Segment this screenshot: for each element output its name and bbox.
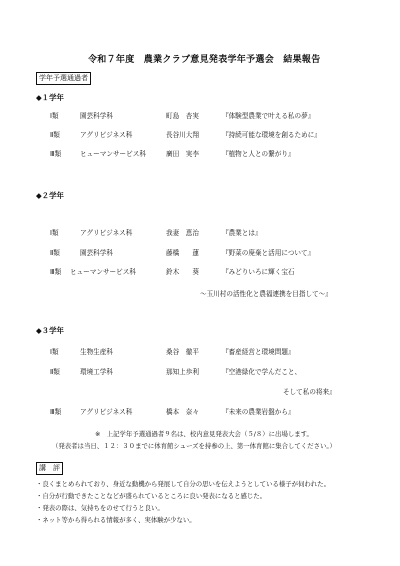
- department: アグリビジネス科: [80, 408, 133, 416]
- department: アグリビジネス科: [80, 131, 133, 139]
- student-name: 那知上歩利: [166, 368, 199, 376]
- grade-3-row-1: [0, 347, 400, 357]
- grade-2-row-3: [0, 267, 400, 277]
- grade-1-row-3: [0, 149, 400, 159]
- department: ヒューマンサービス科: [80, 150, 146, 158]
- speech-topic: 『野菜の廃棄と活用について』: [222, 249, 315, 257]
- student-name: 桑谷 徹平: [166, 348, 199, 356]
- class-label: Ⅱ類: [50, 131, 60, 139]
- note-line-2: （発表者は当日、１２：３０までに体育館シューズを持参の上、第一体育館に集合してください。）: [52, 442, 336, 450]
- speech-topic: 『未来の農業岩盤から』: [222, 408, 295, 416]
- department: ヒューマンサービス科: [70, 268, 136, 276]
- department: アグリビジネス科: [80, 229, 133, 237]
- class-label: Ⅲ類: [50, 408, 62, 416]
- student-name: 町島 杏実: [166, 112, 199, 120]
- grade-3-label: ◆３学年: [36, 326, 64, 335]
- department: 生物生産科: [80, 348, 113, 356]
- student-name: 鈴木 葵: [166, 268, 199, 276]
- student-name: 長谷川大翔: [166, 131, 199, 139]
- review-item-3: ・発表の際は、気持ちをのせて行うと良い。: [36, 504, 164, 512]
- student-name: 我妻 恵治: [166, 229, 199, 237]
- review-header: 講 評: [36, 462, 63, 475]
- review-item-4: ・ネット等から得られる情報が多く、実体験が少ない。: [36, 516, 196, 524]
- page-title: 令和７年度 農業クラブ意見発表学年予選会 結果報告: [88, 55, 321, 65]
- class-label: Ⅰ類: [50, 112, 59, 120]
- class-label: Ⅱ類: [50, 368, 60, 376]
- grade-2-row-2: [0, 248, 400, 258]
- speech-topic: 『持続可能な環境を創るために』: [222, 131, 321, 139]
- speech-topic: 『体験型農業で叶える私の夢』: [222, 112, 315, 120]
- speech-topic: 『農業とは』: [222, 229, 262, 237]
- department: 園芸科学科: [80, 249, 113, 257]
- speech-topic: 『植物と人との繋がり』: [222, 150, 295, 158]
- class-label: Ⅱ類: [50, 249, 60, 257]
- class-label: Ⅰ類: [50, 229, 59, 237]
- grade-2-row-1: [0, 228, 400, 238]
- class-label: Ⅲ類: [50, 268, 62, 276]
- review-item-2: ・自分が行動できたことなどが盛られているところに良い発表になると感じた。: [36, 492, 267, 500]
- student-name: 廣田 実李: [166, 150, 199, 158]
- grade-3-row-3: [0, 407, 400, 417]
- speech-topic: 『空港緑化で学んだこと、: [222, 368, 302, 376]
- grade-3-row-2: [0, 367, 400, 377]
- section-header-preliminary: 学年予選通過者: [36, 72, 91, 85]
- review-item-1: ・良くまとめられており、身近な動機から発展して自分の思いを伝えようとしている様子が伺われた。: [36, 480, 330, 488]
- grade-2-label: ◆２学年: [36, 191, 64, 200]
- student-name: 藤橋 蓮: [166, 249, 199, 257]
- class-label: Ⅰ類: [50, 348, 59, 356]
- grade-3-row-2-topic-continued: そして私の将来』: [283, 388, 336, 396]
- speech-topic: 『みどりいろに輝く宝石: [222, 268, 295, 276]
- speech-topic: 『畜産経営と環境問題』: [222, 348, 295, 356]
- grade-1-label: ◆１学年: [36, 93, 64, 102]
- department: 園芸科学科: [80, 112, 113, 120]
- department: 環境工学科: [80, 368, 113, 376]
- grade-1-row-2: [0, 130, 400, 140]
- grade-1-row-1: [0, 111, 400, 121]
- note-line-1: ※ 上記学年予選通過者９名は、校内意見発表大会（５/８）に出場します。: [95, 430, 313, 438]
- grade-2-row-3-topic-continued: 〜玉川村の活性化と農福連携を目指して〜』: [200, 290, 332, 298]
- student-name: 橋本 奈々: [166, 408, 199, 416]
- class-label: Ⅲ類: [50, 150, 62, 158]
